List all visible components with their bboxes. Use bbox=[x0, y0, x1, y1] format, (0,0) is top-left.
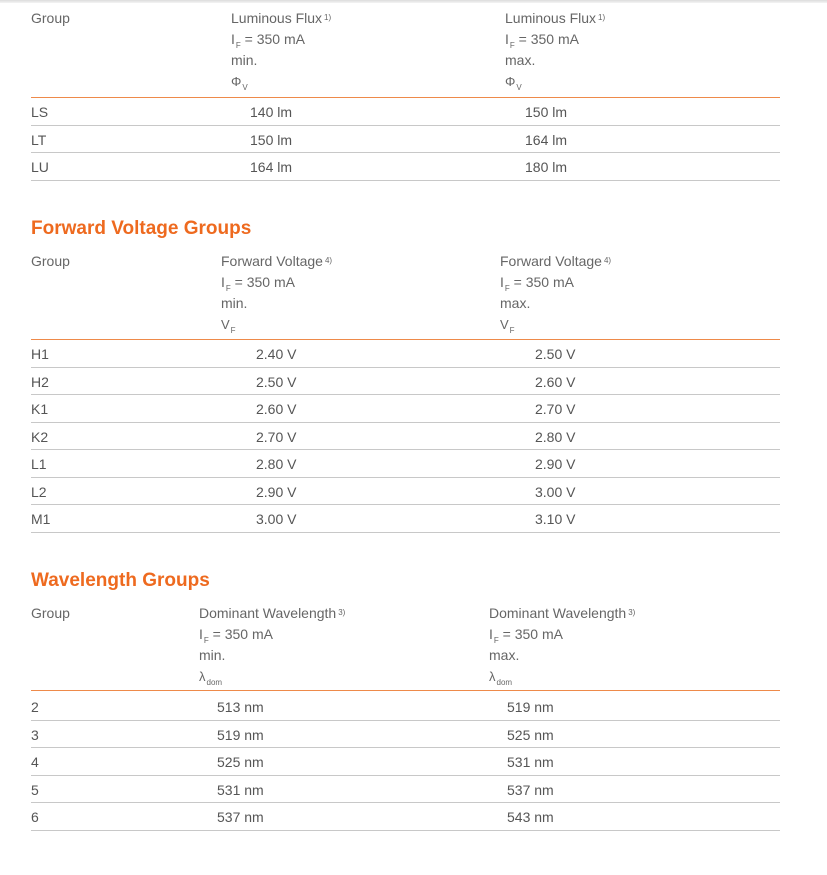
bound-label: min. bbox=[231, 52, 258, 68]
min-value-cell: 2.70 V bbox=[256, 428, 297, 445]
table-row bbox=[31, 776, 780, 804]
table-row bbox=[31, 126, 780, 154]
min-value-cell: 525 nm bbox=[217, 754, 264, 770]
table-row bbox=[31, 748, 780, 776]
current-value: = 350 mA bbox=[502, 626, 563, 642]
group-column-header: Group bbox=[31, 10, 70, 26]
symbol: V bbox=[221, 317, 230, 332]
table-row bbox=[31, 450, 780, 478]
symbol: V bbox=[500, 317, 509, 332]
group-cell: 3 bbox=[31, 726, 39, 743]
max-column-header bbox=[489, 603, 635, 687]
symbol-subscript: F bbox=[509, 326, 515, 335]
group-cell: H1 bbox=[31, 346, 49, 362]
table-row bbox=[31, 340, 780, 368]
symbol: λ bbox=[489, 669, 496, 684]
min-value-cell: 2.80 V bbox=[256, 456, 297, 472]
symbol-subscript: V bbox=[242, 83, 248, 92]
column-title: Dominant Wavelength bbox=[199, 605, 337, 621]
max-value-cell: 519 nm bbox=[507, 699, 554, 715]
symbol-subscript: V bbox=[516, 83, 522, 92]
current-value: = 350 mA bbox=[244, 31, 305, 47]
column-title: Luminous Flux bbox=[505, 10, 597, 26]
symbol-subscript: F bbox=[230, 326, 236, 335]
current-symbol: I bbox=[231, 31, 235, 47]
table-row bbox=[31, 153, 780, 181]
group-cell: 2 bbox=[31, 699, 39, 715]
footnote-ref: 3) bbox=[628, 608, 636, 617]
min-value-cell: 537 nm bbox=[217, 809, 264, 825]
current-value: = 350 mA bbox=[513, 274, 574, 290]
group-cell: LS bbox=[31, 104, 49, 120]
current-subscript: F bbox=[493, 636, 499, 645]
current-subscript: F bbox=[509, 41, 515, 50]
table-row bbox=[31, 803, 780, 831]
max-value-cell: 543 nm bbox=[507, 809, 554, 825]
table-row bbox=[31, 693, 780, 721]
column-title: Dominant Wavelength bbox=[489, 605, 627, 621]
table-row bbox=[31, 478, 780, 506]
min-value-cell: 140 lm bbox=[250, 104, 293, 120]
min-value-cell: 2.50 V bbox=[256, 373, 297, 390]
min-column-header bbox=[221, 251, 332, 335]
max-value-cell: 531 nm bbox=[507, 754, 554, 770]
min-value-cell: 2.40 V bbox=[256, 346, 297, 362]
bound-label: max. bbox=[500, 295, 531, 311]
table-row bbox=[31, 98, 780, 126]
current-subscript: F bbox=[203, 636, 209, 645]
group-cell: 5 bbox=[31, 781, 39, 798]
current-symbol: I bbox=[489, 626, 493, 642]
symbol-subscript: dom bbox=[496, 678, 513, 687]
current-subscript: F bbox=[225, 284, 231, 293]
forward-voltage-header bbox=[31, 251, 780, 340]
current-symbol: I bbox=[221, 274, 225, 290]
min-value-cell: 513 nm bbox=[217, 699, 264, 715]
current-subscript: F bbox=[504, 284, 510, 293]
footnote-ref: 3) bbox=[338, 608, 346, 617]
group-cell: K2 bbox=[31, 428, 49, 445]
footnote-ref: 1) bbox=[598, 13, 606, 22]
max-value-cell: 2.90 V bbox=[535, 456, 576, 472]
group-cell: H2 bbox=[31, 373, 49, 390]
max-column-header bbox=[500, 251, 611, 335]
section-title: Forward Voltage Groups bbox=[31, 218, 252, 239]
symbol-subscript: dom bbox=[206, 678, 223, 687]
min-value-cell: 3.00 V bbox=[256, 511, 297, 527]
group-cell: M1 bbox=[31, 511, 51, 527]
column-title: Luminous Flux bbox=[231, 10, 323, 26]
top-divider bbox=[0, 0, 827, 3]
min-value-cell: 531 nm bbox=[217, 781, 264, 798]
max-value-cell: 537 nm bbox=[507, 781, 554, 798]
bound-label: min. bbox=[199, 647, 226, 663]
max-column-header bbox=[505, 8, 605, 92]
max-value-cell: 2.70 V bbox=[535, 401, 576, 417]
footnote-ref: 4) bbox=[603, 256, 612, 265]
section-title: Wavelength Groups bbox=[31, 570, 210, 591]
footnote-ref: 1) bbox=[324, 13, 332, 22]
symbol: λ bbox=[199, 669, 206, 684]
bound-label: max. bbox=[489, 647, 520, 663]
group-cell: LT bbox=[31, 131, 47, 148]
current-value: = 350 mA bbox=[518, 31, 579, 47]
wavelength-header bbox=[31, 603, 780, 691]
table-row bbox=[31, 423, 780, 451]
footnote-ref: 4) bbox=[324, 256, 333, 265]
min-value-cell: 150 lm bbox=[250, 131, 293, 148]
group-cell: LU bbox=[31, 159, 49, 175]
min-value-cell: 2.90 V bbox=[256, 483, 297, 500]
max-value-cell: 150 lm bbox=[525, 104, 568, 120]
table-row bbox=[31, 368, 780, 396]
min-value-cell: 2.60 V bbox=[256, 401, 297, 417]
current-value: = 350 mA bbox=[212, 626, 273, 642]
max-value-cell: 525 nm bbox=[507, 726, 554, 743]
min-value-cell: 164 lm bbox=[250, 159, 293, 175]
table-row bbox=[31, 395, 780, 423]
luminous-flux-header bbox=[31, 8, 780, 98]
min-column-header bbox=[231, 8, 331, 92]
min-value-cell: 519 nm bbox=[217, 726, 264, 743]
current-subscript: F bbox=[235, 41, 241, 50]
min-column-header bbox=[199, 603, 345, 687]
current-symbol: I bbox=[199, 626, 203, 642]
max-value-cell: 2.50 V bbox=[535, 346, 576, 362]
symbol: Φ bbox=[505, 74, 516, 89]
bound-label: min. bbox=[221, 295, 248, 311]
column-title: Forward Voltage bbox=[221, 253, 323, 269]
group-cell: 4 bbox=[31, 754, 39, 770]
bound-label: max. bbox=[505, 52, 536, 68]
table-row bbox=[31, 505, 780, 533]
max-value-cell: 3.00 V bbox=[535, 483, 576, 500]
group-cell: L2 bbox=[31, 483, 47, 500]
current-symbol: I bbox=[505, 31, 509, 47]
max-value-cell: 164 lm bbox=[525, 131, 568, 148]
group-cell: K1 bbox=[31, 401, 49, 417]
column-title: Forward Voltage bbox=[500, 253, 602, 269]
group-column-header: Group bbox=[31, 605, 70, 621]
max-value-cell: 2.60 V bbox=[535, 373, 576, 390]
max-value-cell: 2.80 V bbox=[535, 428, 576, 445]
group-cell: 6 bbox=[31, 809, 39, 825]
current-value: = 350 mA bbox=[234, 274, 295, 290]
group-column-header: Group bbox=[31, 253, 70, 269]
table-row bbox=[31, 721, 780, 749]
symbol: Φ bbox=[231, 74, 242, 89]
group-cell: L1 bbox=[31, 456, 47, 472]
max-value-cell: 180 lm bbox=[525, 159, 568, 175]
max-value-cell: 3.10 V bbox=[535, 511, 576, 527]
current-symbol: I bbox=[500, 274, 504, 290]
